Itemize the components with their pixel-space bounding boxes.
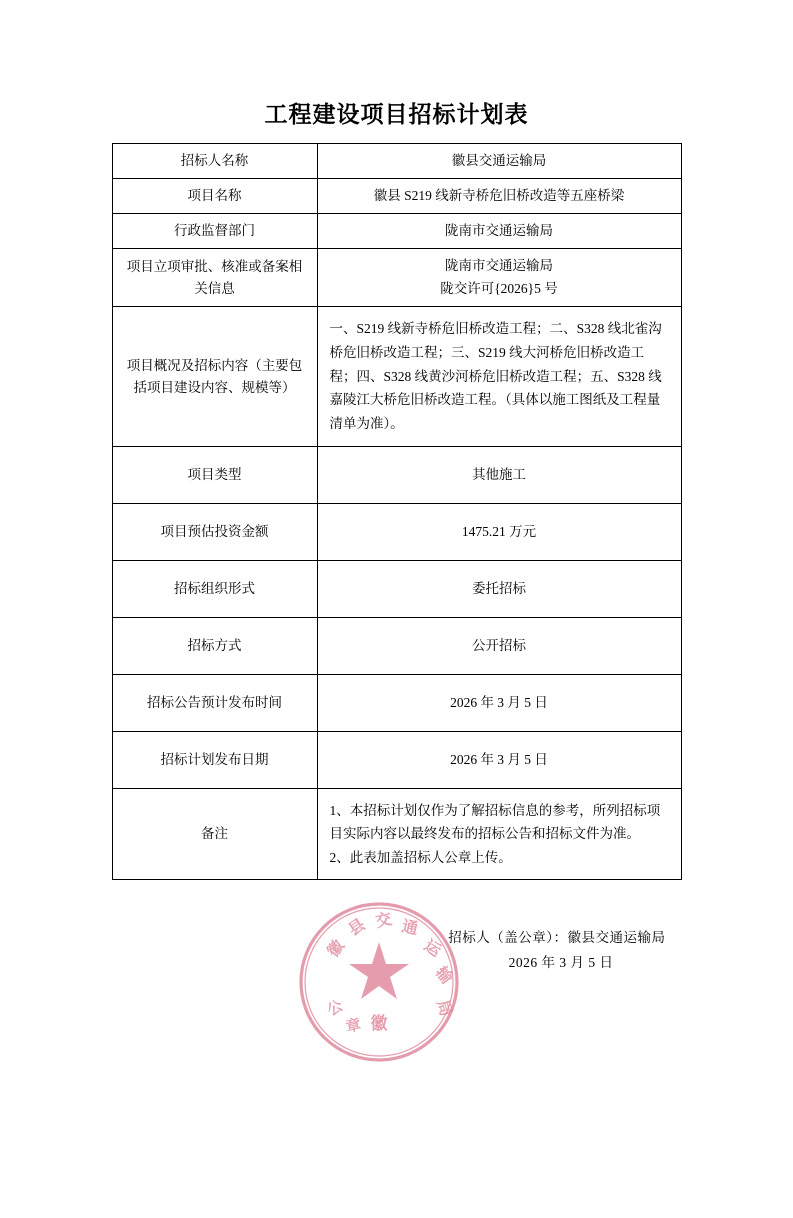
- row-label: 项目概况及招标内容（主要包括项目建设内容、规模等）: [112, 307, 317, 446]
- table-row: [112, 731, 681, 788]
- table-row: [112, 560, 681, 617]
- row-label: 项目名称: [112, 178, 317, 213]
- table-row: [112, 213, 681, 248]
- signature-name: 招标人（盖公章）：徽县交通运输局: [448, 930, 666, 946]
- row-label: 项目预估投资金额: [112, 503, 317, 560]
- svg-text:章: 章: [344, 1017, 363, 1037]
- table-row: [112, 674, 681, 731]
- document-page: [0, 96, 793, 1218]
- bid-plan-table: [112, 143, 682, 880]
- row-label: 备注: [112, 788, 317, 880]
- table-row: [112, 248, 681, 307]
- page-title: 工程建设项目招标计划表: [264, 101, 529, 127]
- table-row: [112, 446, 681, 503]
- row-value: 一、S219 线新寺桥危旧桥改造工程；二、S328 线北雀沟桥危旧桥改造工程；三、S219 线大河桥危旧桥改造工程；四、S328 线黄沙河桥危旧桥改造工程；五、S328 线嘉陵江大桥危旧桥改造工程。（具体以施工图纸及工程量清单为准）。: [317, 307, 681, 446]
- row-label: 行政监督部门: [112, 213, 317, 248]
- table-row: [112, 307, 681, 446]
- row-label: 招标组织形式: [112, 560, 317, 617]
- official-seal-stamp: [295, 898, 463, 1066]
- row-value: 陇南市交通运输局 陇交许可{2026}5 号: [317, 248, 681, 307]
- table-body: [112, 144, 681, 880]
- row-label: 招标人名称: [112, 144, 317, 179]
- table-row: [112, 144, 681, 179]
- signature-date: 2026 年 3 月 5 日: [508, 955, 614, 971]
- row-value: 公开招标: [317, 617, 681, 674]
- row-value: 徽县交通运输局: [317, 144, 681, 179]
- table-row: [112, 617, 681, 674]
- svg-text:公: 公: [324, 998, 346, 1020]
- table-row: [112, 788, 681, 880]
- table-row: [112, 178, 681, 213]
- row-label: 招标方式: [112, 617, 317, 674]
- svg-text:运: 运: [420, 937, 444, 961]
- row-label: 招标计划发布日期: [112, 731, 317, 788]
- row-value: 徽县 S219 线新寺桥危旧桥改造等五座桥梁: [317, 178, 681, 213]
- svg-text:输: 输: [431, 964, 455, 988]
- table-row: [112, 503, 681, 560]
- row-label: 招标公告预计发布时间: [112, 674, 317, 731]
- row-value: 1、本招标计划仅作为了解招标信息的参考，所列招标项目实际内容以最终发布的招标公告和招标文件为准。 2、此表加盖招标人公章上传。: [317, 788, 681, 880]
- row-value: 委托招标: [317, 560, 681, 617]
- row-value: 2026 年 3 月 5 日: [317, 731, 681, 788]
- svg-text:县: 县: [345, 916, 369, 940]
- svg-text:局: 局: [432, 998, 454, 1019]
- row-value: 1475.21 万元: [317, 503, 681, 560]
- svg-text:交: 交: [373, 911, 393, 932]
- row-label: 项目立项审批、核准或备案相关信息: [112, 248, 317, 307]
- row-value: 陇南市交通运输局: [317, 213, 681, 248]
- svg-text:通: 通: [399, 918, 419, 939]
- svg-text:徽: 徽: [370, 1014, 387, 1034]
- row-label: 项目类型: [112, 446, 317, 503]
- row-value: 其他施工: [317, 446, 681, 503]
- svg-text:徽: 徽: [324, 937, 348, 961]
- signature-block: [112, 911, 682, 1037]
- row-value: 2026 年 3 月 5 日: [317, 674, 681, 731]
